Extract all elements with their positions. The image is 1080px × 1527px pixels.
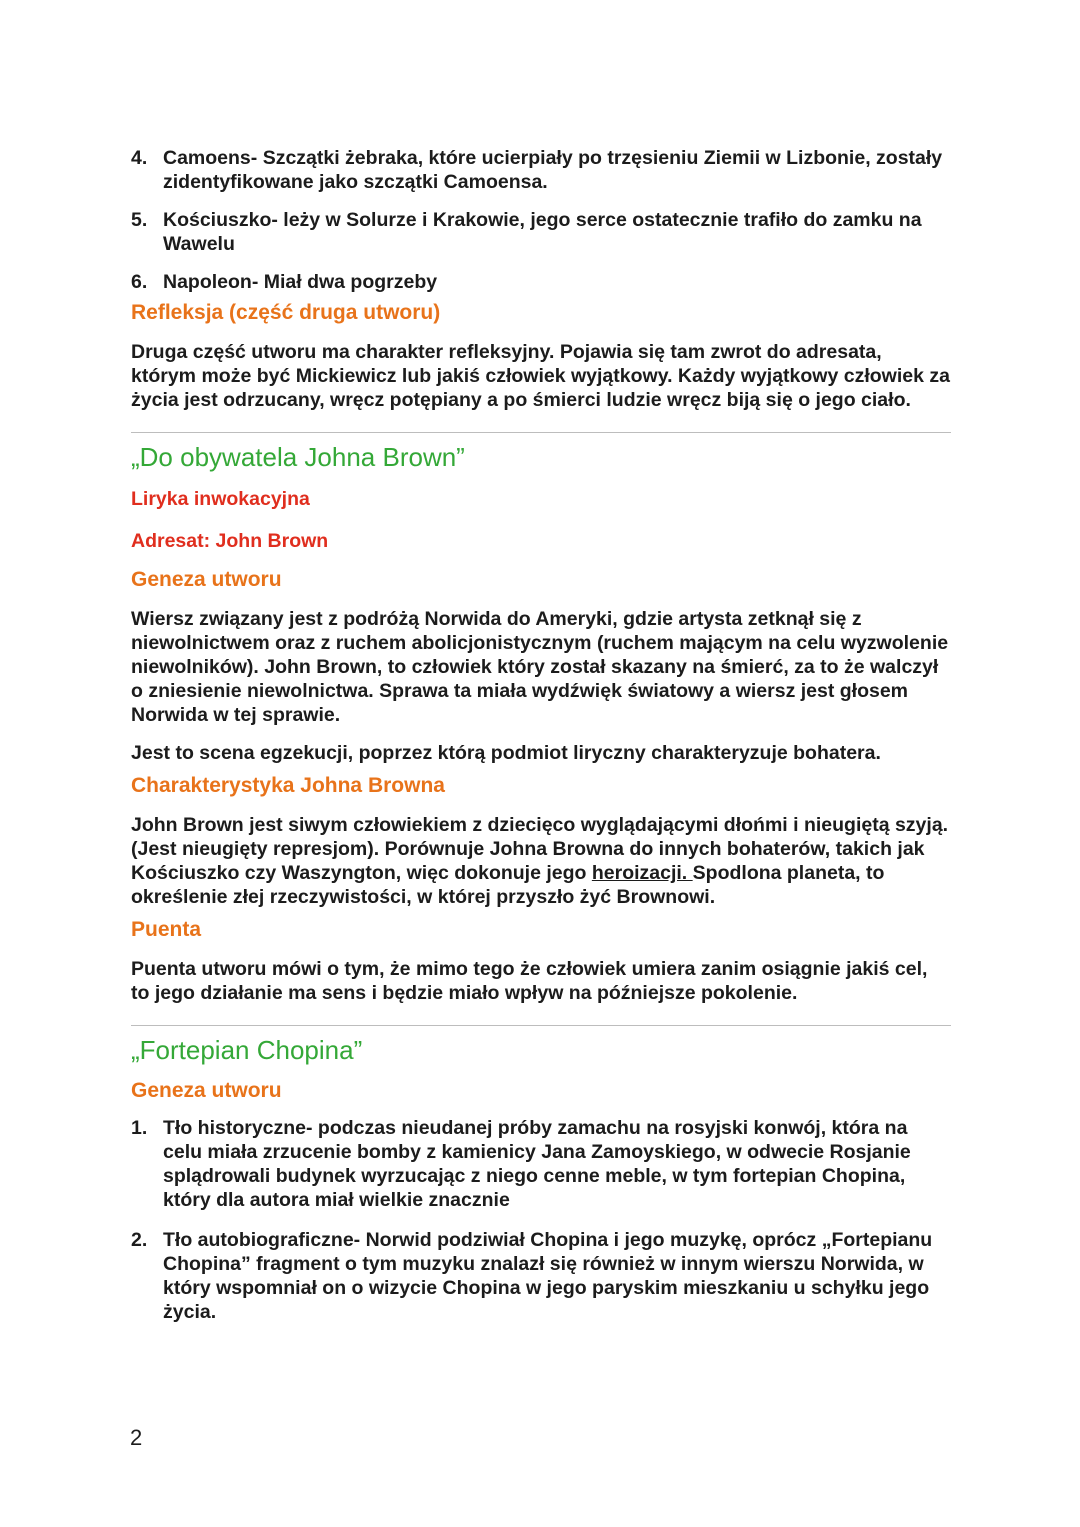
chopin-geneza-heading: Geneza utworu [131,1079,282,1102]
liryka-label: Liryka inwokacyjna [131,488,310,510]
section-title-chopin: „Fortepian Chopina” [131,1035,363,1065]
puenta-heading: Puenta [131,918,202,941]
geneza-heading: Geneza utworu [131,568,282,591]
page-content [131,146,951,1338]
list-item [131,270,951,294]
list-item [131,1228,951,1324]
section-divider [131,1025,951,1026]
underlined-term: heroizacji. [591,862,693,884]
section-heading-refleksja: Refleksja (część druga utworu) [131,301,441,324]
charakterystyka-heading: Charakterystyka Johna Browna [131,774,445,797]
list-number: 1. [131,1117,148,1139]
list-text: Tło historyczne- podczas nieudanej próby zamachu na rosyjski konwój, która na celu miała zrzucenie bomby z kamienicy Jana Zamoyskiego, w odwecie Rosjanie splądrowali budynek wyrzucając z niego cenne meble, w tym fortepian Chopina, który dla autora miał wielkie znacznie [163,1117,911,1211]
paragraph-puenta: Puenta utworu mówi o tym, że mimo tego że człowiek umiera zanim osiągnie jakiś cel, to jego działanie ma sens i będzie miało wpływ na późniejsze pokolenie. [131,958,928,1004]
numbered-list-top [131,146,951,294]
paragraph-geneza: Wiersz związany jest z podróżą Norwida do Ameryki, gdzie artysta zetknął się z niewolnictwem oraz z ruchem abolicjonistycznym (ruchem mającym na celu wyzwolenie niewolników). John Brown, to człowiek który został skazany na śmierć, za to że walczył o zniesienie niewolnictwa. Sprawa ta miała wydźwięk światowy a wiersz jest głosem Norwida w tej sprawie. [131,608,949,726]
list-number: 2. [131,1229,148,1251]
list-text: Napoleon- Miał dwa pogrzeby [163,271,438,293]
list-number: 4. [131,147,148,169]
list-item [131,146,951,194]
page-number: 2 [130,1425,143,1450]
char-text-part-b: Spodlona planeta, to określenie złej rzeczywistości, w której przyszło żyć Brownowi. [131,862,885,908]
list-text: Tło autobiograficzne- Norwid podziwiał Chopina i jego muzykę, oprócz „Fortepianu Chopina” fragment o tym muzyku znalazł się również w innym wierszu Norwida, w który wspomniał on o wizycie Chopina w jego paryskim mieszkaniu u schyłku jego życia. [163,1229,933,1323]
list-text: Kościuszko- leży w Solurze i Krakowie, jego serce ostatecznie trafiło do zamku na Wawelu [163,209,922,255]
char-text-part-a: John Brown jest siwym człowiekiem z dziecięco wyglądającymi dłońmi i nieugiętą szyją. (Jest nieugięty represjom). Porównuje Johna Browna do innych bohaterów, takich jak Kościuszko czy Waszyngton, więc dokonuje jego [131,814,949,884]
list-text: Camoens- Szczątki żebraka, które ucierpiały po trzęsieniu Ziemii w Lizbonie, zostały zidentyfikowane jako szczątki Camoensa. [163,147,943,193]
paragraph-charakterystyka [131,813,951,909]
section-title-brown: „Do obywatela Johna Brown” [131,442,465,472]
section-divider [131,432,951,433]
adresat-label: Adresat: John Brown [131,530,329,552]
list-number: 5. [131,209,148,231]
numbered-list-chopin [131,1116,951,1324]
paragraph-scena: Jest to scena egzekucji, poprzez którą podmiot liryczny charakteryzuje bohatera. [131,742,881,764]
paragraph-refleksja: Druga część utworu ma charakter refleksyjny. Pojawia się tam zwrot do adresata, którym może być Mickiewicz lub jakiś człowiek wyjątkowy. Każdy wyjątkowy człowiek za życia jest odrzucany, wręcz potępiany a po śmierci ludzie wręcz biją się o jego ciało. [131,341,950,411]
list-item [131,1116,951,1212]
list-number: 6. [131,271,148,293]
list-item [131,208,951,256]
